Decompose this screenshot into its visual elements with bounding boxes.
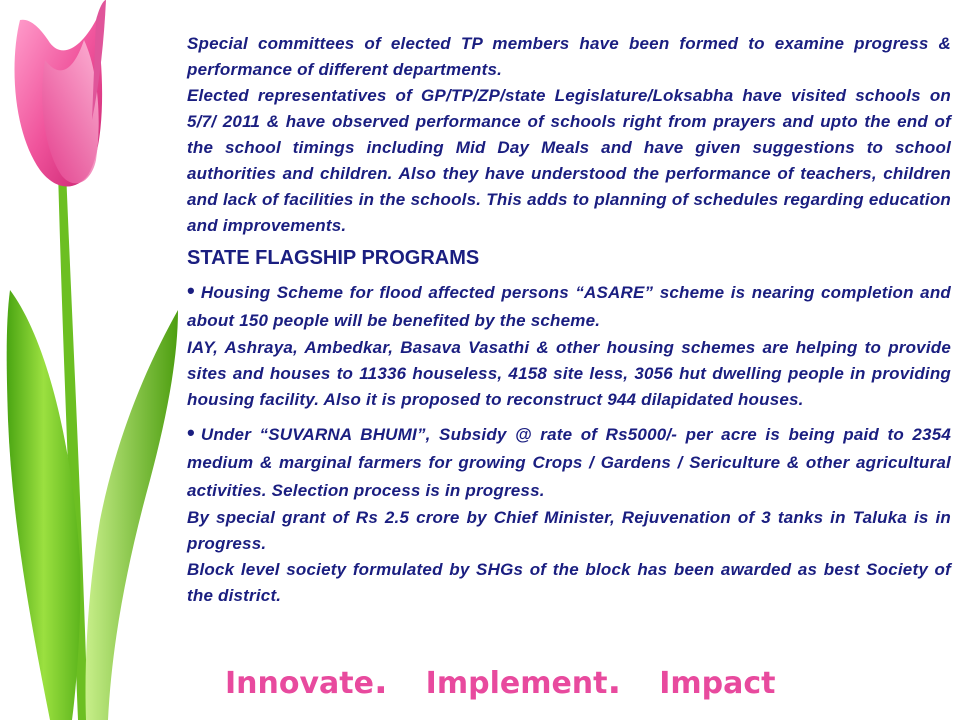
bullet-suvarna-bhumi-text: Under “SUVARNA BHUMI”, Subsidy @ rate of Rs5000/- per acre is being paid to 2354 medium & marginal farmers for growing Crops / Gardens / Sericulture & other agricultural activities. Selection process is in progress. bbox=[187, 425, 951, 500]
bullet-asare bbox=[187, 277, 951, 335]
content-area bbox=[187, 31, 951, 609]
bullet-asare-text: Housing Scheme for flood affected persons “ASARE” scheme is nearing completion and about 150 people will be benefited by the scheme. bbox=[187, 283, 951, 330]
bullet-suvarna-bhumi bbox=[187, 419, 951, 505]
tagline-innovate: Innovate bbox=[225, 666, 374, 701]
section-heading: STATE FLAGSHIP PROGRAMS bbox=[187, 247, 480, 269]
paragraph-housing-schemes: IAY, Ashraya, Ambedkar, Basava Vasathi & other housing schemes are helping to provide sites and houses to 11336 houseless, 4158 site less, 3056 hut dwelling people in providing housing facility. Also it is proposed to reconstruct 944 dilapidated houses. bbox=[187, 338, 951, 409]
bullet-icon: • bbox=[187, 278, 195, 303]
paragraph-shg-society: Block level society formulated by SHGs of the block has been awarded as best Society of the district. bbox=[187, 560, 951, 605]
tagline-implement: Implement bbox=[425, 666, 608, 701]
bullet-icon: • bbox=[187, 420, 195, 445]
paragraph-school-visits: Elected representatives of GP/TP/ZP/state Legislature/Loksabha have visited schools on 5/7/ 2011 & have observed performance of schools right from prayers and upto the end of the school timings including Mid Day Meals and have given suggestions to school authorities and children. Also they have understood the performance of teachers, children and lack of facilities in the schools. This adds to planning of schedules regarding education and improvements. bbox=[187, 86, 951, 235]
tulip-leaf-right bbox=[86, 310, 178, 720]
paragraph-special-grant: By special grant of Rs 2.5 crore by Chief Minister, Rejuvenation of 3 tanks in Taluka is in progress. bbox=[187, 508, 951, 553]
paragraph-committees: Special committees of elected TP members have been formed to examine progress & performance of different departments. bbox=[187, 34, 951, 79]
tagline-impact: Impact bbox=[659, 666, 776, 701]
tagline bbox=[225, 662, 775, 704]
tulip-decoration bbox=[0, 0, 190, 720]
tagline-dot-2: . bbox=[607, 661, 622, 702]
tagline-dot-1: . bbox=[373, 661, 388, 702]
